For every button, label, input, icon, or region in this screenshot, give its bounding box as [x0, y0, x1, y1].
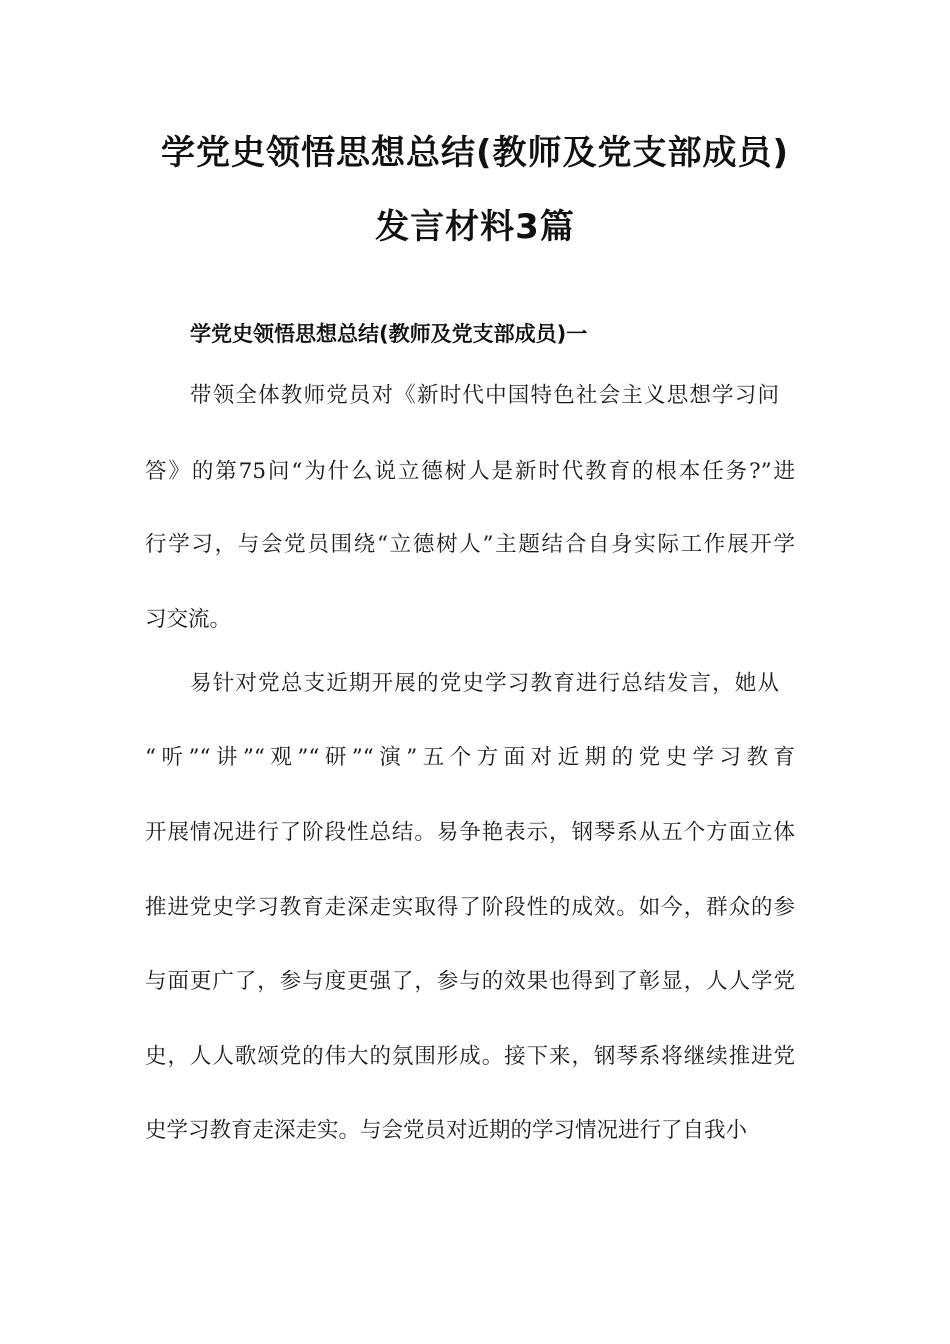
paragraph-2-line: 与面更广了，参与度更强了，参与的效果也得到了彰显，人人学党: [145, 969, 795, 994]
paragraph-2-line: 易针对党总支近期开展的党史学习教育进行总结发言，她从: [190, 671, 781, 696]
paragraph-2-line: “听”“讲”“观”“研”“演”五个方面对近期的党史学习教育: [145, 745, 795, 770]
section-heading: 学党史领悟思想总结(教师及党支部成员)一: [190, 322, 588, 346]
paragraph-1-line: 带领全体教师党员对《新时代中国特色社会主义思想学习问: [190, 383, 781, 408]
paragraph-2-line: 开展情况进行了阶段性总结。易争艳表示，钢琴系从五个方面立体: [145, 820, 795, 845]
paragraph-2-line: 推进党史学习教育走深走实取得了阶段性的成效。如今，群众的参: [145, 895, 795, 920]
paragraph-1-line: 行学习，与会党员围绕“立德树人”主题结合自身实际工作展开学: [145, 532, 795, 557]
paragraph-2-line: 史学习教育走深走实。与会党员对近期的学习情况进行了自我小: [145, 1118, 748, 1143]
paragraph-1-line: 答》的第75问“为什么说立德树人是新时代教育的根本任务?”进: [145, 459, 795, 484]
paragraph-1-line: 习交流。: [145, 607, 232, 632]
paragraph-2-line: 史，人人歌颂党的伟大的氛围形成。接下来，钢琴系将继续推进党: [145, 1044, 795, 1069]
document-title-line-2: 发言材料3篇: [375, 207, 575, 247]
document-title-line-1: 学党史领悟思想总结(教师及党支部成员): [160, 133, 790, 173]
